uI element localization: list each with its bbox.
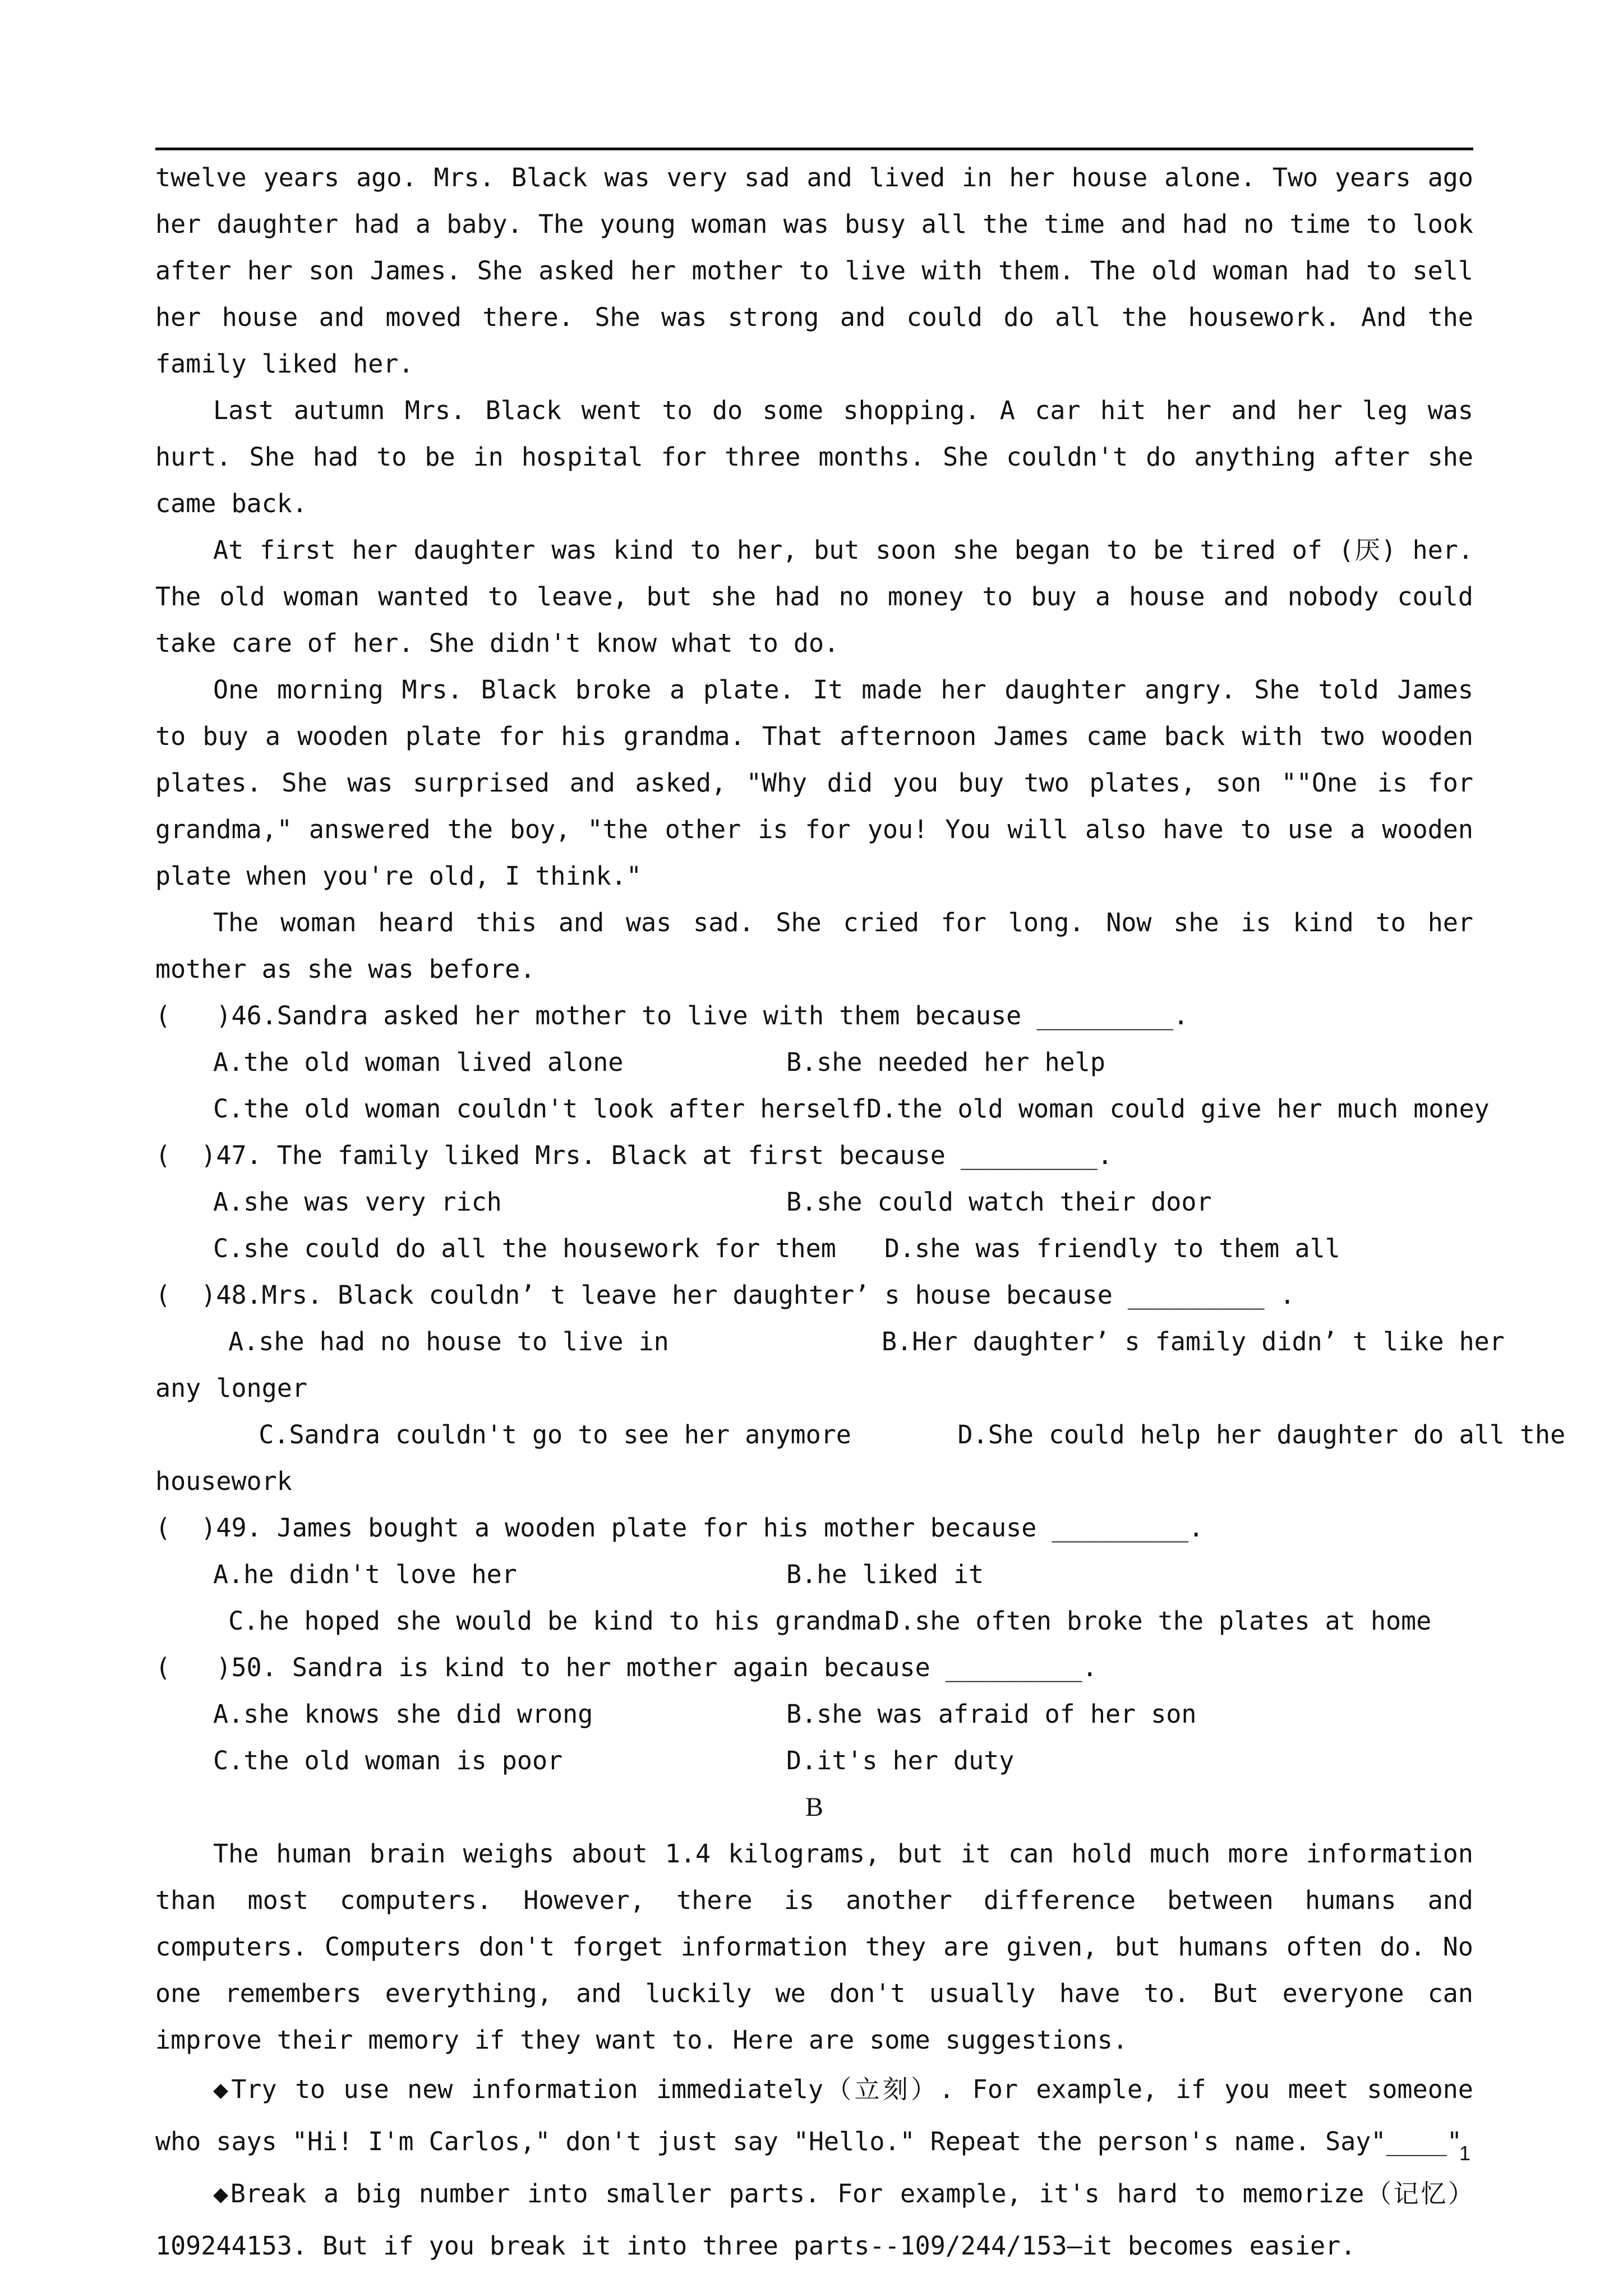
question-49-option-a: A.he didn't love her (213, 1559, 517, 1589)
question-46-stem: ( )46.Sandra asked her mother to live with them because _________. (155, 1001, 1189, 1030)
passage-a-paragraph-2: Last autumn Mrs. Black went to do some shopping. A car hit her and her leg was hurt. She had to be in hospital for three months. She couldn't do anything after she came back. (155, 395, 1473, 518)
question-49-options-row-2 (155, 1598, 1473, 1644)
question-46-options-row-2 (155, 1085, 1490, 1132)
question-47-stem: ( )47. The family liked Mrs. Black at first because _________. (155, 1140, 1113, 1170)
question-49-option-d: D.she often broke the plates at home (884, 1606, 1432, 1636)
question-46-option-b: B.she needed her help (786, 1047, 1105, 1077)
question-49-options-row-1 (155, 1551, 1473, 1598)
document-body (155, 154, 1566, 2272)
question-47-option-d: D.she was friendly to them all (884, 1234, 1340, 1263)
question-46-option-c: C.the old woman couldn't look after herself (213, 1094, 866, 1124)
question-50-options-row-2 (155, 1737, 1473, 1784)
question-48-options-line-4: housework (155, 1466, 292, 1496)
question-47-option-b: B.she could watch their door (786, 1187, 1212, 1217)
passage-a-paragraph-4: One morning Mrs. Black broke a plate. It made her daughter angry. She told James to buy a wooden plate for his grandma. That afternoon James came back with two wooden plates. She was surprised and asked, "Why did you buy two plates, son ""One is for grandma," answered the boy, "the other is for you! You will also have to use a wooden plate when you're old, I think." (155, 675, 1473, 891)
question-50-option-d: D.it's her duty (786, 1746, 1015, 1775)
question-49-option-b: B.he liked it (786, 1559, 984, 1589)
question-47-option-c: C.she could do all the housework for them (213, 1234, 836, 1263)
question-50-options-row-1 (155, 1691, 1473, 1737)
section-b-tip-2: ◆Break a big number into smaller parts. For example, it's hard to memorize（记忆） 109244153. But if you break it into three parts--109/244/153—it becomes easier. (155, 2179, 1473, 2261)
question-50-option-c: C.the old woman is poor (213, 1746, 563, 1775)
question-49-option-c: C.he hoped she would be kind to his grandma (213, 1606, 882, 1636)
section-b-paragraph-1: The human brain weighs about 1.4 kilograms, but it can hold much more information than most computers. However, there is another difference between humans and computers. Computers don't forget information they are given, but humans often do. No one remembers everything, and luckily we don't usually have to. But everyone can improve their memory if they want to. Here are some suggestions. (155, 1839, 1473, 2055)
question-48-options-line-3: C.Sandra couldn't go to see her anymore D.She could help her daughter do all the (213, 1420, 1566, 1450)
page-number: 1 (1459, 2142, 1471, 2165)
question-48-options-line-1: A.she had no house to live in B.Her daughter’ s family didn’ t like her (213, 1327, 1505, 1356)
passage-a-paragraph-3: At first her daughter was kind to her, but soon she began to be tired of (厌) her. The old woman wanted to leave, but she had no money to buy a house and nobody could take care of her. She didn't know what to do. (155, 535, 1473, 658)
question-48-options-line-2: any longer (155, 1373, 307, 1403)
section-b-tip-1: ◆Try to use new information immediately（立刻）. For example, if you meet someone who says "Hi! I'm Carlos," don't just say "Hello." Repeat the person's name. Say"____" (155, 2074, 1473, 2156)
question-50-option-b: B.she was afraid of her son (786, 1699, 1197, 1729)
question-46-option-a: A.the old woman lived alone (213, 1047, 624, 1077)
question-47-option-a: A.she was very rich (213, 1187, 502, 1217)
passage-a-paragraph-5: The woman heard this and was sad. She cried for long. Now she is kind to her mother as she was before. (155, 908, 1473, 984)
question-50-stem: ( )50. Sandra is kind to her mother again because _________. (155, 1653, 1098, 1682)
section-b-heading: B (805, 1792, 823, 1822)
question-47-options-row-1 (155, 1179, 1473, 1225)
question-50-option-a: A.she knows she did wrong (213, 1699, 593, 1729)
question-47-options-row-2 (155, 1225, 1473, 1272)
question-49-stem: ( )49. James bought a wooden plate for his mother because _________. (155, 1513, 1204, 1543)
header-rule (155, 148, 1473, 150)
question-46-options-row-1 (155, 1039, 1473, 1085)
question-48-stem: ( )48.Mrs. Black couldn’ t leave her daughter’ s house because _________ . (155, 1280, 1295, 1310)
passage-a-paragraph-1: twelve years ago. Mrs. Black was very sad and lived in her house alone. Two years ago her daughter had a baby. The young woman was busy all the time and had no time to look after her son James. She asked her mother to live with them. The old woman had to sell her house and moved there. She was strong and could do all the housework. And the family liked her. (155, 163, 1473, 379)
question-46-option-d: D.the old woman could give her much money (866, 1094, 1490, 1124)
